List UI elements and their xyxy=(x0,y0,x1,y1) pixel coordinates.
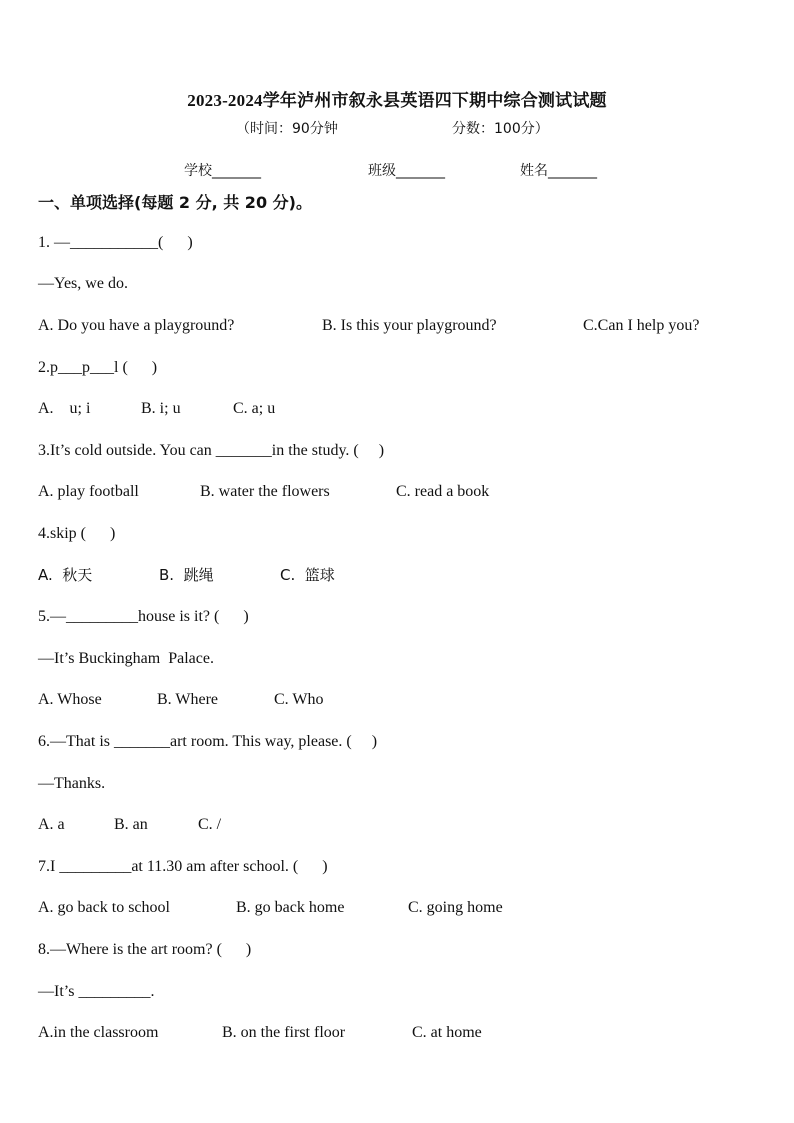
question-8-option-c: C. at home xyxy=(412,1024,482,1041)
exam-title: 2023-2024学年泸州市叙永县英语四下期中综合测试试题 xyxy=(187,91,607,110)
school-field: 学校_______ xyxy=(184,163,261,179)
question-4-option-b: B. 跳绳 xyxy=(159,566,214,584)
question-6-option-a: A. a xyxy=(38,816,65,833)
question-4-stem: 4.skip ( ) xyxy=(38,525,116,542)
question-8-stem: 8.—Where is the art room? ( ) xyxy=(38,941,252,958)
exam-time: （时间：90分钟 xyxy=(236,121,338,137)
question-1-stem: 1. —___________( ) xyxy=(38,234,193,251)
question-5-option-a: A. Whose xyxy=(38,691,102,708)
question-7-option-a: A. go back to school xyxy=(38,899,170,916)
question-6-option-b: B. an xyxy=(114,816,148,833)
question-4-option-c: C. 篮球 xyxy=(280,566,335,584)
section-heading: 一、单项选择(每题 2 分, 共 20 分)。 xyxy=(38,193,312,212)
question-3-stem: 3.It’s cold outside. You can _______in the study. ( ) xyxy=(38,442,385,459)
question-1-option-b: B. Is this your playground? xyxy=(322,317,497,334)
question-4-option-a: A. 秋天 xyxy=(38,566,93,584)
question-5-stem: 5.—_________house is it? ( ) xyxy=(38,608,249,625)
question-3-option-c: C. read a book xyxy=(396,483,490,500)
question-2-stem: 2.p___p___l ( ) xyxy=(38,359,158,376)
question-8-option-a: A.in the classroom xyxy=(38,1024,159,1041)
exam-score: 分数：100分） xyxy=(452,121,549,137)
question-5-option-b: B. Where xyxy=(157,691,219,708)
question-2-option-b: B. i; u xyxy=(141,400,181,417)
question-7-stem: 7.I _________at 11.30 am after school. ( ) xyxy=(38,858,328,875)
question-1-option-a: A. Do you have a playground? xyxy=(38,317,235,334)
question-2-option-c: C. a; u xyxy=(233,400,276,417)
question-7-option-c: C. going home xyxy=(408,899,503,916)
class-field: 班级_______ xyxy=(368,163,445,179)
question-8-response: —It’s _________. xyxy=(38,983,155,1000)
question-1-option-c: C.Can I help you? xyxy=(583,317,700,334)
question-7-option-b: B. go back home xyxy=(236,899,345,916)
question-1-response: —Yes, we do. xyxy=(38,275,128,292)
question-2-option-a: A. u; i xyxy=(38,400,91,417)
question-3-option-a: A. play football xyxy=(38,483,139,500)
question-5-response: —It’s Buckingham Palace. xyxy=(38,650,214,667)
question-8-option-b: B. on the first floor xyxy=(222,1024,346,1041)
name-field: 姓名_______ xyxy=(520,163,597,179)
question-6-stem: 6.—That is _______art room. This way, please. ( ) xyxy=(38,733,378,750)
question-6-option-c: C. / xyxy=(198,816,222,833)
question-6-response: —Thanks. xyxy=(38,775,106,792)
question-3-option-b: B. water the flowers xyxy=(200,483,330,500)
question-5-option-c: C. Who xyxy=(274,691,324,708)
